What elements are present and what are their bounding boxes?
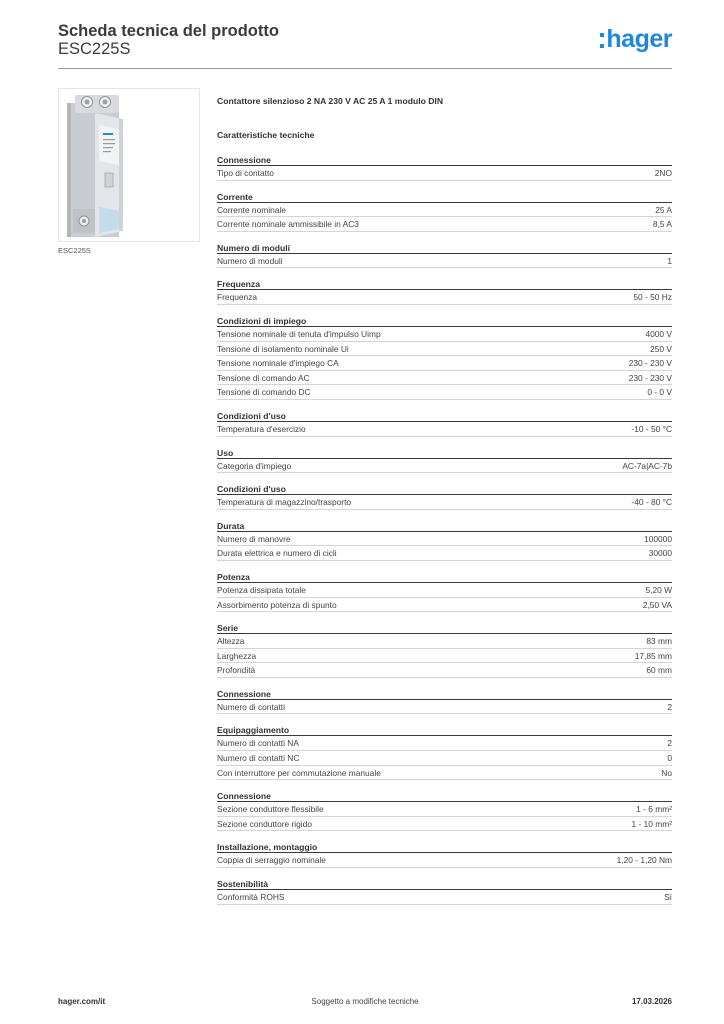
spec-row <box>217 371 672 386</box>
spec-value: AC-7a|AC-7b <box>622 460 672 471</box>
section-title: Equipaggiamento <box>217 725 672 736</box>
section-title: Installazione, montaggio <box>217 842 672 853</box>
section-title: Condizioni d'uso <box>217 484 672 495</box>
spec-section <box>217 279 672 305</box>
specs-heading: Caratteristiche tecniche <box>217 130 315 140</box>
spec-label: Numero di contatti <box>217 701 285 712</box>
section-title: Connessione <box>217 689 672 700</box>
section-title: Numero di moduli <box>217 243 672 254</box>
footer-website-link[interactable]: hager.com/it <box>58 997 106 1006</box>
spec-value: 100000 <box>644 533 672 544</box>
spec-row <box>217 342 672 357</box>
page-header <box>58 22 672 68</box>
spec-label: Tipo di contatto <box>217 168 274 178</box>
section-title: Connessione <box>217 791 672 802</box>
spec-label: Corrente nominale <box>217 204 286 215</box>
spec-section <box>217 791 672 831</box>
spec-label: Profondità <box>217 665 256 676</box>
spec-label: Tensione nominale di tenuta d'impulso Uimp <box>217 328 381 339</box>
spec-value: 1 - 6 mm² <box>636 804 672 815</box>
spec-label: Larghezza <box>217 650 257 661</box>
spec-label: Sezione conduttore flessibile <box>217 804 324 815</box>
spec-row <box>217 495 672 510</box>
spec-value: 50 - 50 Hz <box>633 292 672 303</box>
product-image-caption: ESC225S <box>58 246 91 255</box>
spec-row <box>217 459 672 474</box>
spec-label: Temperatura d'esercizio <box>217 423 306 434</box>
spec-value: -10 - 50 °C <box>631 423 672 434</box>
spec-row <box>217 802 672 817</box>
spec-label: Tensione di comando DC <box>217 387 311 398</box>
spec-value: 2NO <box>654 168 672 178</box>
footer-notice: Soggetto a modifiche tecniche <box>311 997 419 1006</box>
spec-value: 230 - 230 V <box>628 358 672 369</box>
spec-row <box>217 166 672 181</box>
spec-value: 30000 <box>648 548 672 559</box>
spec-label: Coppia di serraggio nominale <box>217 855 326 866</box>
spec-section <box>217 572 672 612</box>
section-title: Condizioni di impiego <box>217 316 672 327</box>
spec-row <box>217 663 672 678</box>
spec-value: 25 A <box>655 204 672 215</box>
spec-label: Con interruttore per commutazione manuale <box>217 767 381 778</box>
spec-label: Potenza dissipata totale <box>217 584 306 595</box>
spec-section <box>217 623 672 678</box>
spec-section <box>217 689 672 715</box>
spec-sections <box>217 155 672 905</box>
spec-row <box>217 700 672 715</box>
spec-value: No <box>661 767 672 778</box>
spec-value: 1,20 - 1,20 Nm <box>616 855 672 866</box>
section-title: Sostenibilità <box>217 879 672 890</box>
spec-section <box>217 879 672 905</box>
hager-logo <box>600 26 672 52</box>
spec-value: 5,20 W <box>645 584 672 595</box>
spec-section <box>217 484 672 510</box>
spec-row <box>217 356 672 371</box>
section-title: Corrente <box>217 192 672 203</box>
spec-label: Tensione di comando AC <box>217 372 310 383</box>
spec-label: Tensione di isolamento nominale Ui <box>217 343 349 354</box>
spec-section <box>217 448 672 474</box>
spec-section <box>217 243 672 269</box>
spec-row <box>217 649 672 664</box>
spec-value: 17,85 mm <box>634 650 672 661</box>
spec-value: 0 <box>667 753 672 764</box>
spec-row <box>217 583 672 598</box>
spec-row <box>217 327 672 342</box>
spec-value: 1 - 10 mm² <box>631 818 672 829</box>
spec-value: 83 mm <box>646 636 672 647</box>
spec-value: 2 <box>667 701 672 712</box>
spec-row <box>217 203 672 218</box>
section-title: Connessione <box>217 155 672 166</box>
spec-label: Durata elettrica e numero di cicli <box>217 548 337 559</box>
section-title: Durata <box>217 521 672 532</box>
spec-row <box>217 598 672 613</box>
product-image <box>58 88 200 242</box>
spec-section <box>217 725 672 780</box>
spec-value: 1 <box>667 255 672 266</box>
section-title: Condizioni d'uso <box>217 411 672 422</box>
section-title: Potenza <box>217 572 672 583</box>
spec-row <box>217 817 672 832</box>
spec-label: Assorbimento potenza di spunto <box>217 599 337 610</box>
spec-section <box>217 155 672 181</box>
spec-row <box>217 751 672 766</box>
spec-row <box>217 217 672 232</box>
spec-value: 60 mm <box>646 665 672 676</box>
header-divider <box>58 68 672 69</box>
logo-wordmark: hager <box>606 25 672 53</box>
technical-specs <box>217 96 672 905</box>
spec-row <box>217 853 672 868</box>
spec-row <box>217 634 672 649</box>
spec-label: Temperatura di magazzino/trasporto <box>217 497 352 508</box>
spec-row <box>217 890 672 905</box>
spec-value: 2 <box>667 738 672 749</box>
spec-row <box>217 532 672 547</box>
logo-dots-icon <box>600 33 604 48</box>
spec-value: Sì <box>664 892 672 903</box>
section-title: Frequenza <box>217 279 672 290</box>
contactor-illustration-icon <box>59 89 199 241</box>
spec-label: Altezza <box>217 636 245 647</box>
spec-value: 0 - 0 V <box>647 387 672 398</box>
spec-row <box>217 422 672 437</box>
spec-value: 8,5 A <box>652 219 672 230</box>
spec-label: Corrente nominale ammissibile in AC3 <box>217 219 359 230</box>
section-title: Serie <box>217 623 672 634</box>
spec-section <box>217 521 672 561</box>
spec-label: Tensione nominale d'impiego CA <box>217 358 339 369</box>
spec-row <box>217 736 672 751</box>
spec-value: 4000 V <box>645 328 672 339</box>
spec-label: Frequenza <box>217 292 258 303</box>
spec-value: 250 V <box>650 343 672 354</box>
product-code: ESC225S <box>58 40 131 58</box>
document-title: Scheda tecnica del prodotto <box>58 22 279 40</box>
spec-section <box>217 842 672 868</box>
spec-section <box>217 316 672 400</box>
spec-row <box>217 385 672 400</box>
spec-section <box>217 411 672 437</box>
section-title: Uso <box>217 448 672 459</box>
spec-value: 230 - 230 V <box>628 372 672 383</box>
spec-row <box>217 254 672 269</box>
product-description: Contattore silenzioso 2 NA 230 V AC 25 A 1 modulo DIN <box>217 96 444 106</box>
spec-label: Sezione conduttore rigido <box>217 818 312 829</box>
spec-label: Numero di contatti NC <box>217 753 300 764</box>
spec-label: Categoria d'impiego <box>217 460 292 471</box>
spec-value: 2,50 VA <box>642 599 672 610</box>
spec-row <box>217 766 672 781</box>
spec-label: Numero di moduli <box>217 255 283 266</box>
spec-value: -40 - 80 °C <box>631 497 672 508</box>
spec-label: Numero di contatti NA <box>217 738 299 749</box>
spec-row <box>217 290 672 305</box>
spec-row <box>217 546 672 561</box>
spec-section <box>217 192 672 232</box>
footer-date: 17.03.2026 <box>631 997 672 1006</box>
spec-label: Numero di manovre <box>217 533 291 544</box>
spec-label: Conformità ROHS <box>217 892 285 903</box>
